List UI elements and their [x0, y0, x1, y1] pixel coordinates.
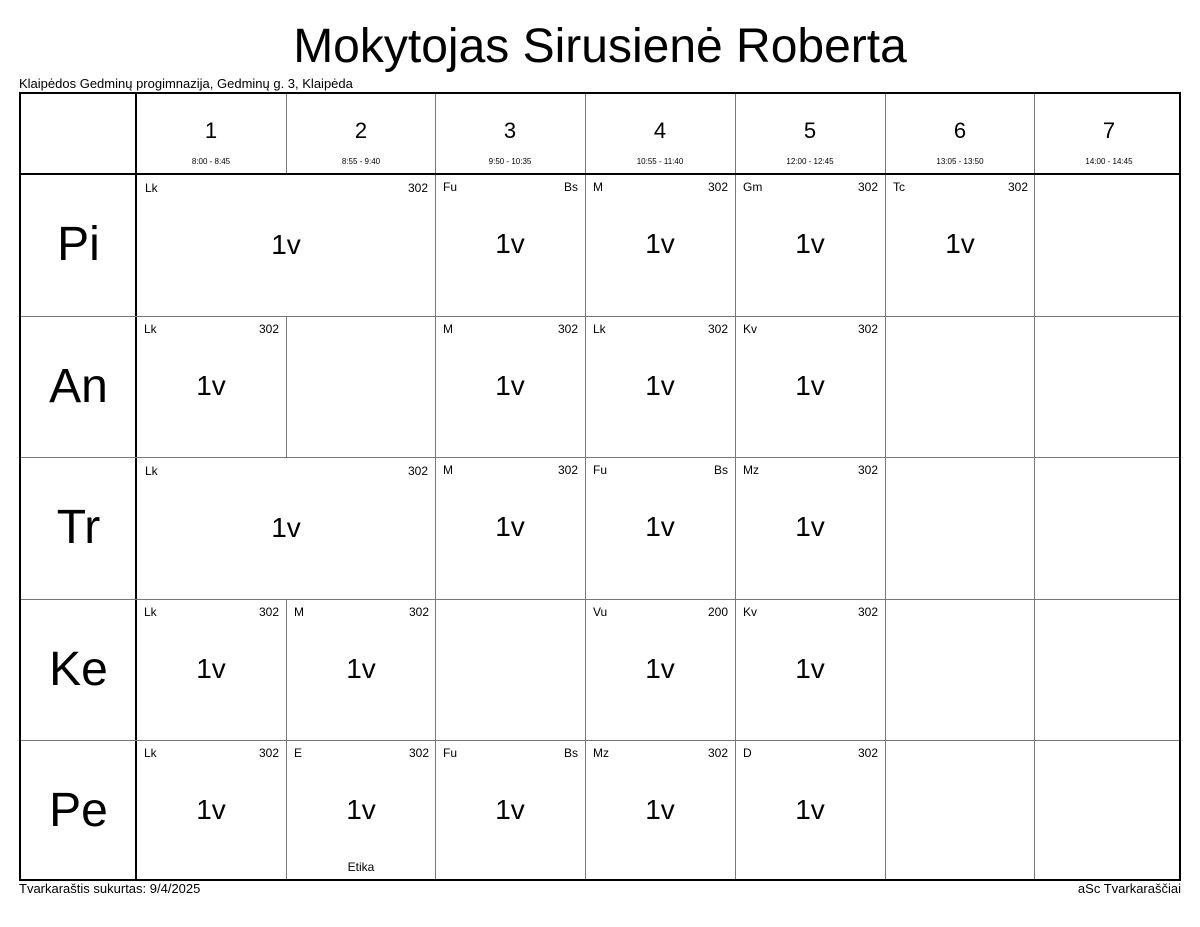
period-time: 8:00 - 8:45 [191, 157, 231, 166]
lesson-class: 1v [645, 794, 675, 825]
day-label: Ke [49, 643, 108, 696]
day-label: An [49, 360, 108, 413]
lesson-subject: M [443, 463, 453, 477]
created-date: Tvarkaraštis sukurtas: 9/4/2025 [19, 881, 201, 896]
lesson-subject: D [743, 746, 752, 760]
lesson-subject: Kv [743, 605, 758, 619]
lesson-class: 1v [795, 653, 825, 684]
period-number: 6 [953, 118, 967, 143]
lesson-room: 302 [707, 746, 728, 760]
timetable-grid [19, 92, 1181, 881]
lesson-class: 1v [795, 794, 825, 825]
lesson-class: 1v [196, 794, 226, 825]
lesson-cell [435, 316, 585, 458]
lesson-cell [286, 599, 436, 741]
period-number: 7 [1102, 118, 1116, 143]
lesson-cell [136, 740, 286, 882]
lesson-room: 302 [857, 180, 878, 194]
day-label: Pi [57, 218, 100, 271]
lesson-room: 200 [707, 605, 728, 619]
period-header [435, 94, 585, 174]
lesson-cell [585, 174, 735, 316]
lesson-subject: Lk [144, 605, 157, 619]
page-title: Mokytojas Sirusienė Roberta [293, 20, 907, 73]
lesson-subject: Mz [743, 463, 759, 477]
lesson-room: 302 [707, 180, 728, 194]
lesson-class: 1v [346, 794, 376, 825]
lesson-subject: Lk [145, 181, 158, 195]
lesson-cell [435, 174, 585, 316]
lesson-class: 1v [495, 794, 525, 825]
lesson-cell [735, 457, 885, 599]
period-time: 9:50 - 10:35 [488, 157, 532, 166]
lesson-room: Bs [563, 180, 578, 194]
lesson-room: 302 [258, 746, 279, 760]
lesson-subject: Gm [743, 180, 763, 194]
period-header [136, 94, 286, 174]
lesson-room: 302 [408, 605, 429, 619]
lesson-subject: Lk [144, 322, 157, 336]
lesson-subject: Kv [743, 322, 758, 336]
school-address: Klaipėdos Gedminų progimnazija, Gedminų g. 3, Klaipėda [19, 76, 353, 91]
lesson-class: 1v [645, 653, 675, 684]
lesson-subject: E [294, 746, 303, 760]
lesson-subject: Fu [443, 180, 458, 194]
lesson-subject: Lk [144, 746, 157, 760]
lesson-cell [136, 599, 286, 741]
lesson-cell [735, 599, 885, 741]
period-number: 4 [653, 118, 667, 143]
day-label: Pe [49, 784, 108, 837]
lesson-room: 302 [857, 746, 878, 760]
lesson-subject: Lk [145, 464, 158, 478]
period-header [585, 94, 735, 174]
lesson-subject: Lk [593, 322, 606, 336]
lesson-room: 302 [857, 463, 878, 477]
lesson-room: 302 [258, 322, 279, 336]
lesson-class: 1v [271, 229, 301, 260]
lesson-subject: Fu [443, 746, 458, 760]
lesson-cell [435, 740, 585, 882]
lesson-subject: Mz [593, 746, 609, 760]
lesson-cell [585, 316, 735, 458]
period-number: 3 [503, 118, 517, 143]
period-header [885, 94, 1035, 174]
lesson-class: 1v [795, 370, 825, 401]
brand-label: aSc Tvarkaraščiai [1077, 881, 1181, 896]
lesson-room: 302 [557, 322, 578, 336]
lesson-class: 1v [645, 228, 675, 259]
day-label: Tr [56, 501, 101, 554]
lesson-cell [137, 458, 435, 599]
lesson-subject: M [443, 322, 453, 336]
lesson-cell [585, 599, 735, 741]
lesson-class: 1v [196, 653, 226, 684]
period-time: 8:55 - 9:40 [341, 157, 381, 166]
lesson-subject: Fu [593, 463, 608, 477]
lesson-class: 1v [495, 228, 525, 259]
lesson-cell [136, 316, 286, 458]
period-time: 13:05 - 13:50 [936, 157, 984, 166]
lesson-class: 1v [271, 512, 301, 543]
lesson-cell [735, 740, 885, 882]
lesson-cell [286, 740, 436, 882]
lesson-class: 1v [795, 511, 825, 542]
lesson-room: 302 [1007, 180, 1028, 194]
lesson-room: 302 [407, 181, 428, 195]
period-number: 1 [204, 118, 218, 143]
lesson-cell [735, 174, 885, 316]
period-header [286, 94, 436, 174]
lesson-subject: Tc [893, 180, 905, 194]
period-time: 14:00 - 14:45 [1085, 157, 1133, 166]
lesson-note: Etika [347, 860, 375, 874]
lesson-room: 302 [857, 322, 878, 336]
lesson-class: 1v [795, 228, 825, 259]
lesson-cell [885, 174, 1035, 316]
lesson-room: Bs [563, 746, 578, 760]
lesson-class: 1v [346, 653, 376, 684]
lesson-room: 302 [557, 463, 578, 477]
lesson-room: 302 [857, 605, 878, 619]
lesson-class: 1v [645, 370, 675, 401]
period-time: 12:00 - 12:45 [786, 157, 834, 166]
lesson-class: 1v [196, 370, 226, 401]
period-number: 5 [803, 118, 817, 143]
lesson-cell [137, 175, 435, 316]
lesson-room: 302 [707, 322, 728, 336]
lesson-room: 302 [258, 605, 279, 619]
lesson-room: 302 [407, 464, 428, 478]
period-header [1034, 94, 1184, 174]
lesson-class: 1v [945, 228, 975, 259]
lesson-cell [585, 457, 735, 599]
period-time: 10:55 - 11:40 [636, 157, 684, 166]
lesson-cell [435, 457, 585, 599]
lesson-subject: M [294, 605, 304, 619]
lesson-subject: M [593, 180, 603, 194]
lesson-room: Bs [713, 463, 728, 477]
period-header [735, 94, 885, 174]
lesson-class: 1v [645, 511, 675, 542]
lesson-cell [585, 740, 735, 882]
period-number: 2 [354, 118, 368, 143]
lesson-class: 1v [495, 511, 525, 542]
lesson-class: 1v [495, 370, 525, 401]
lesson-cell [735, 316, 885, 458]
lesson-room: 302 [408, 746, 429, 760]
lesson-subject: Vu [593, 605, 608, 619]
